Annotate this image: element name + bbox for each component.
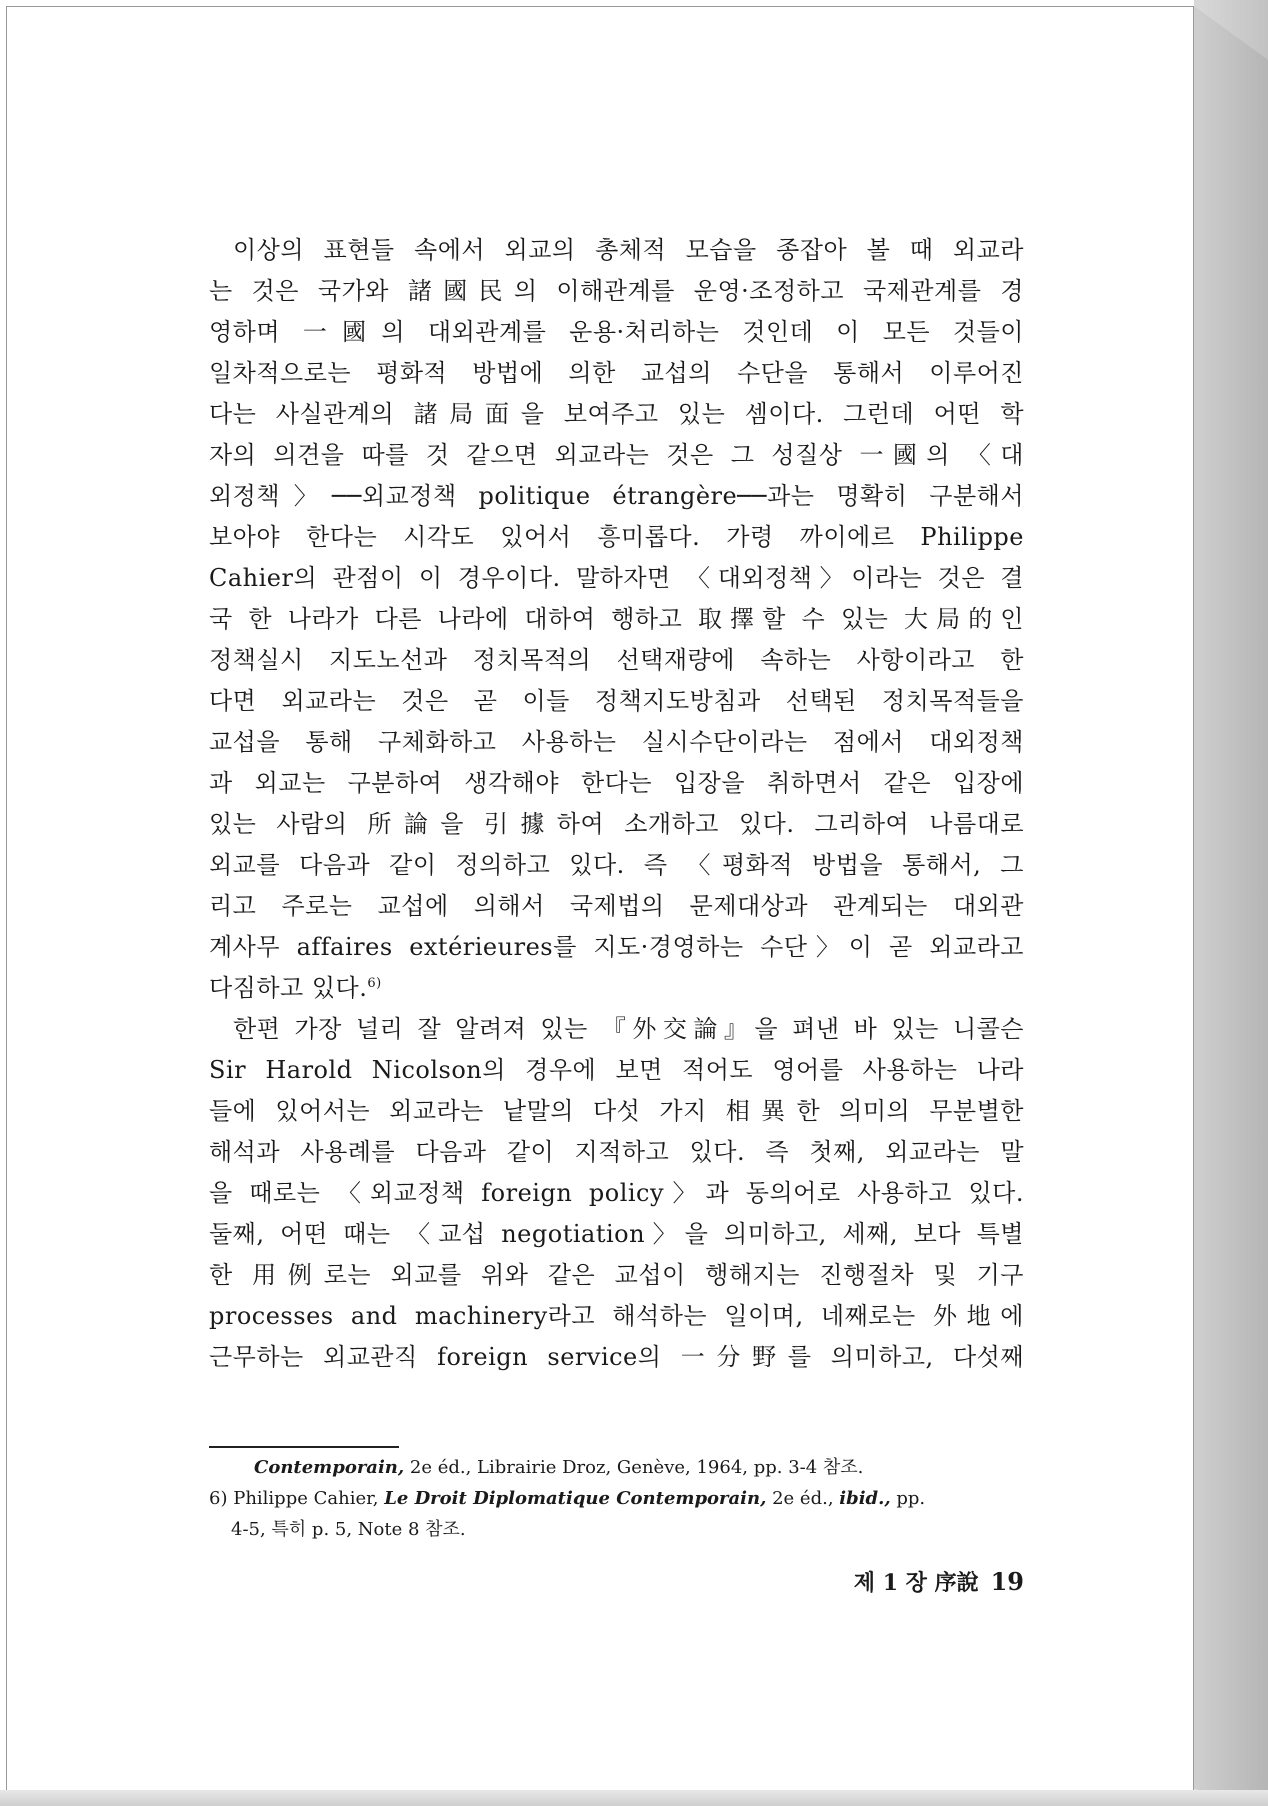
text-line: 해석과 사용례를 다음과 같이 지적하고 있다. 즉 첫째, 외교라는 말 [209,1138,1024,1166]
text-line: 자의 의견을 따를 것 같으면 외교라는 것은 그 성질상 一國의 〈대 [209,441,1024,469]
text-line-content: 다짐하고 있다. [209,974,368,1002]
body-text [209,230,1024,1378]
text-line: 일차적으로는 평화적 방법에 의한 교섭의 수단을 통해서 이루어진 [209,359,1024,387]
footnote-number: 6) [209,1488,228,1509]
text-line: Cahier의 관점이 이 경우이다. 말하자면 〈대외정책〉이라는 것은 결 [209,564,1024,592]
text-line: 교섭을 통해 구체화하고 사용하는 실시수단이라는 점에서 대외정책 [209,728,1024,756]
text-line: 있는 사람의 所論을 引據하여 소개하고 있다. 그리하여 나름대로 [209,810,1024,838]
text-line: 외정책〉──외교정책 politique étrangère──과는 명확히 구분해서 [209,482,1024,510]
page-number: 19 [990,1567,1024,1596]
text-line: 영하며 一國의 대외관계를 운용·처리하는 것인데 이 모든 것들이 [209,318,1024,346]
text-line: 을 때로는 〈외교정책 foreign policy〉과 동의어로 사용하고 있다. [209,1179,1024,1207]
text-line: 다는 사실관계의 諸局面을 보여주고 있는 셈이다. 그런데 어떤 학 [209,400,1024,428]
footnote-reference[interactable]: 6) [367,976,382,991]
text-line: 다면 외교라는 것은 곧 이들 정책지도방침과 선택된 정치목적들을 [209,687,1024,715]
text-line: 이상의 표현들 속에서 외교의 총체적 모습을 종잡아 볼 때 외교라 [233,236,1024,264]
text-line: 는 것은 국가와 諸國民의 이해관계를 운영·조정하고 국제관계를 경 [209,277,1024,305]
text-line: 외교를 다음과 같이 정의하고 있다. 즉 〈평화적 방법을 통해서, 그 [209,851,1024,879]
text-line: Sir Harold Nicolson의 경우에 보면 적어도 영어를 사용하는 나라 [209,1056,1024,1084]
text-line: 보아야 한다는 시각도 있어서 흥미롭다. 가령 까이에르 Philippe [209,523,1024,551]
footnote-text: 2e éd., [766,1488,840,1509]
footnote-divider [209,1446,399,1448]
text-line [209,968,1024,1009]
footnotes [209,1452,1024,1545]
text-line: 둘째, 어떤 때는 〈교섭 negotiation〉을 의미하고, 세째, 보다 특별 [209,1220,1024,1248]
footnote-author: Philippe Cahier, [227,1488,385,1509]
footnote-continuation [209,1452,1024,1483]
chapter-label: 제 1 장 序說 [853,1570,979,1596]
text-line: 과 외교는 구분하여 생각해야 한다는 입장을 취하면서 같은 입장에 [209,769,1024,797]
text-line: 근무하는 외교관직 foreign service의 一分野를 의미하고, 다섯째 [209,1343,1024,1371]
text-line: 들에 있어서는 외교라는 낱말의 다섯 가지 相異한 의미의 무분별한 [209,1097,1024,1125]
footnote-title-italic: Contemporain, [254,1457,405,1478]
footnote-title-italic: Le Droit Diplomatique Contemporain, [384,1488,767,1509]
text-line: 리고 주로는 교섭에 의해서 국제법의 문제대상과 관계되는 대외관 [209,892,1024,920]
page-footer [760,1566,1024,1597]
text-line: 국 한 나라가 다른 나라에 대하여 행하고 取擇할 수 있는 大局的인 [209,605,1024,633]
footnote-6-line2: 4-5, 특히 p. 5, Note 8 참조. [231,1519,466,1540]
text-line: processes and machinery라고 해석하는 일이며, 네째로는 外地에 [209,1302,1024,1330]
footnote-text: 2e éd., Librairie Droz, Genève, 1964, pp. 3-4 참조. [404,1457,864,1478]
book-edge-side [1194,6,1268,1802]
book-edge-bottom [0,1790,1268,1806]
text-line: 정책실시 지도노선과 정치목적의 선택재량에 속하는 사항이라고 한 [209,646,1024,674]
footnote-text: pp. [890,1488,926,1509]
text-line: 한 用例로는 외교를 위와 같은 교섭이 행해지는 진행절차 및 기구 [209,1261,1024,1289]
text-line: 한편 가장 널리 잘 알려져 있는 『外交論』을 펴낸 바 있는 니콜슨 [233,1015,1024,1043]
text-line: 계사무 affaires extérieures를 지도·경영하는 수단〉이 곧 외교라고 [209,933,1024,961]
footnote-ibid: ibid., [839,1488,891,1509]
footnote-6 [209,1483,1024,1514]
